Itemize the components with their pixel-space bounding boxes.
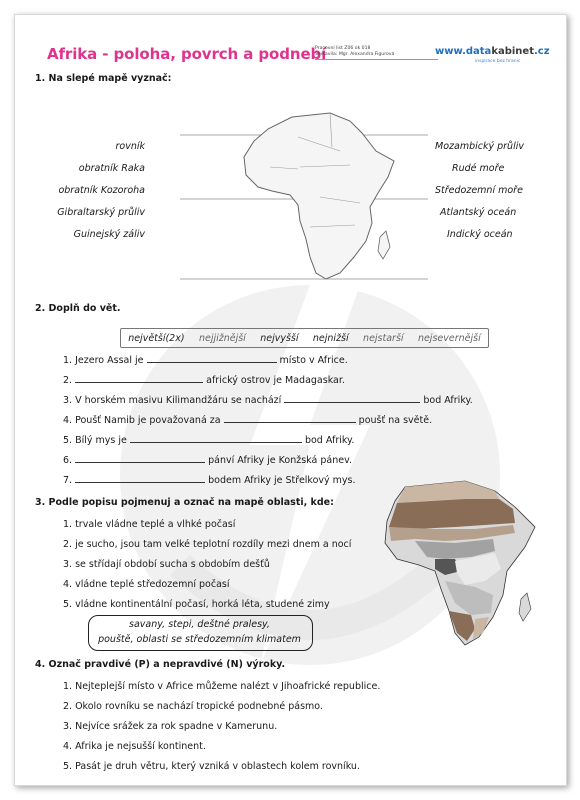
map-label-obratnik-raka: obratník Raka (78, 163, 145, 174)
map-label-obratnik-kozoroha: obratník Kozoroha (58, 185, 145, 196)
statement-2: 2. Okolo rovníku se nachází tropické podnebné pásmo. (63, 701, 323, 712)
section2-heading: 2. Doplň do vět. (35, 303, 121, 314)
climate-options-line1: savany, stepi, deštné pralesy, (129, 619, 270, 630)
climate-item-5: 5. vládne kontinentální počasí, horká léta, studené zimy (63, 599, 330, 610)
answer-blank[interactable] (284, 402, 420, 403)
climate-item-2: 2. je sucho, jsou tam velké teplotní rozdíly mezi dnem a nocí (63, 539, 352, 550)
word-bank (120, 328, 489, 348)
answer-blank[interactable] (75, 462, 205, 463)
climate-options-line2: pouště, oblasti se středozemním klimatem (98, 634, 301, 645)
sentence-7: 7. bodem Afriky je Střelkový mys. (63, 475, 356, 486)
statement-1: 1. Nejteplejší místo v Africe můžeme nalézt v Jihoafrické republice. (63, 681, 381, 692)
word-bank-item: nejsevernější (417, 332, 481, 344)
answer-blank[interactable] (75, 382, 203, 383)
statement-4: 4. Afrika je nejsušší kontinent. (63, 741, 206, 752)
blank-map-africa (180, 107, 428, 293)
site-logo: www.datakabinet.cz (435, 46, 550, 57)
statement-5: 5. Pasát je druh větru, který vzniká v oblastech kolem rovníku. (63, 761, 360, 772)
sentence-1: 1. Jezero Assal je místo v Africe. (63, 355, 348, 366)
section3-heading: 3. Podle popisu pojmenuj a označ na mapě oblasti, kde: (35, 497, 334, 508)
word-bank-item: nejnižší (312, 332, 349, 344)
page-title: Afrika - poloha, povrch a podnebí (47, 45, 327, 63)
answer-blank[interactable] (147, 362, 277, 363)
map-label-rude-more: Rudé moře (452, 163, 505, 174)
answer-blank[interactable] (224, 422, 356, 423)
sentence-6: 6. pánví Afriky je Konžská pánev. (63, 455, 352, 466)
map-label-mozambicky-pruliv: Mozambický průliv (435, 141, 524, 152)
map-label-gibraltar: Gibraltarský průliv (57, 207, 145, 218)
sentence-3: 3. V horském masivu Kilimandžáru se nachází bod Afriky. (63, 395, 473, 406)
meta-author: Sestavila: Mgr. Alexandra Figurová (315, 52, 395, 57)
section4-heading: 4. Označ pravdivé (P) a nepravdivé (N) výroky. (35, 659, 286, 670)
sentence-4: 4. Poušť Namib je považovaná za poušť na světě. (63, 415, 433, 426)
sentence-2: 2. africký ostrov je Madagaskar. (63, 375, 345, 386)
climate-item-3: 3. se střídají období sucha s obdobím dešťů (63, 559, 270, 570)
section1-heading: 1. Na slepé mapě vyznač: (35, 73, 172, 84)
word-bank-item: nejstarší (363, 332, 404, 344)
climate-map-africa (375, 477, 550, 652)
map-label-atlantsky-ocean: Atlantský oceán (440, 207, 517, 218)
worksheet-page (14, 14, 567, 786)
meta-code: Pracovní list Z06 ok 018 (315, 46, 371, 51)
map-label-indicky-ocean: Indický oceán (447, 229, 513, 240)
worksheet-meta (315, 46, 394, 58)
word-bank-item: nejvyšší (260, 332, 299, 344)
answer-blank[interactable] (75, 482, 205, 483)
climate-item-1: 1. trvale vládne teplé a vlhké počasí (63, 519, 236, 530)
map-label-stredozemni-more: Středozemní moře (435, 185, 523, 196)
word-bank-item: nejjižnější (198, 332, 246, 344)
sentence-5: 5. Bílý mys je bod Afriky. (63, 435, 355, 446)
climate-item-4: 4. vládne teplé středozemní počasí (63, 579, 230, 590)
meta-divider (315, 59, 438, 60)
answer-blank[interactable] (130, 442, 302, 443)
statement-3: 3. Nejvíce srážek za rok spadne v Kamerunu. (63, 721, 278, 732)
site-tagline: inspirace bez hranic (475, 59, 521, 64)
map-label-guinejsky-zaliv: Guinejský záliv (73, 229, 145, 240)
word-bank-item: největší(2x) (128, 332, 185, 344)
map-label-rovnik: rovník (115, 141, 145, 152)
